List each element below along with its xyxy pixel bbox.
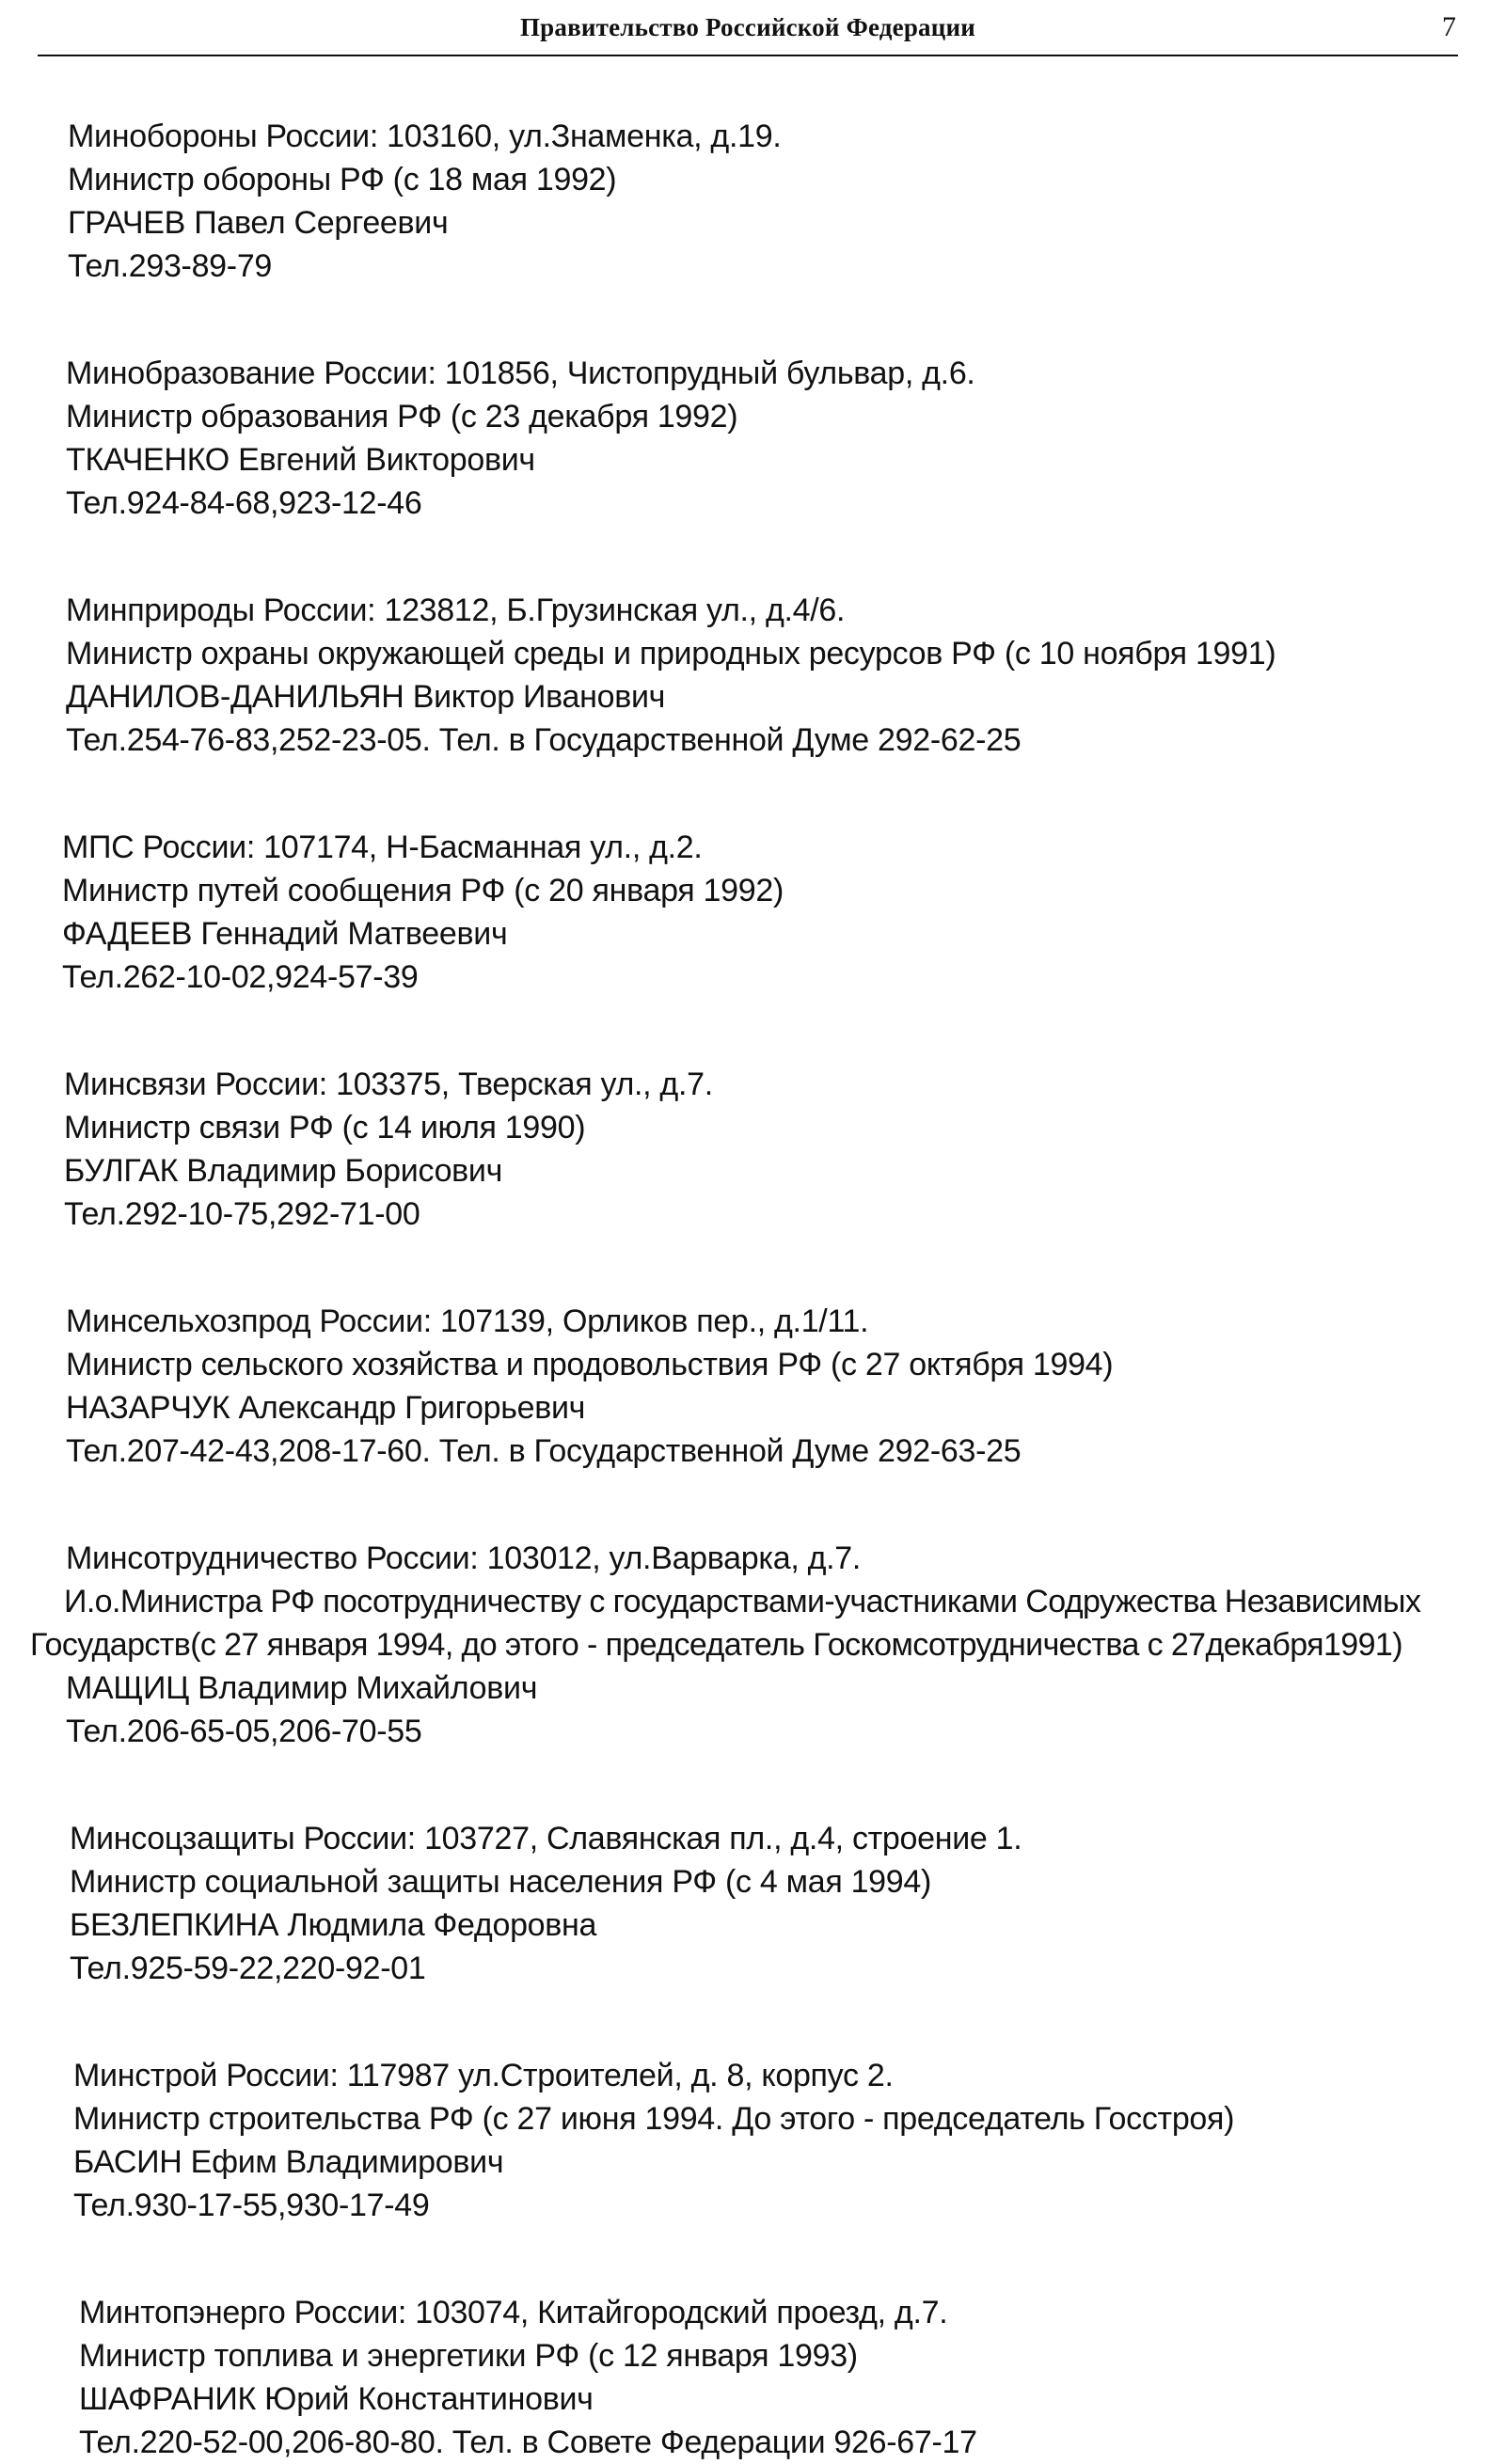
page-number: 7 — [1442, 11, 1456, 42]
ministry-address: Минсотрудничество России: 103012, ул.Варварка, д.7. — [66, 1540, 862, 1576]
ministry-address: Минстрой России: 117987 ул.Строителей, д. 8, корпус 2. — [73, 2058, 894, 2093]
ministry-address: Минсоцзащиты России: 103727, Славянская пл., д.4, строение 1. — [70, 1821, 1022, 1856]
ministry-address: Минприроды России: 123812, Б.Грузинская ул., д.4/6. — [66, 592, 846, 628]
minister-name: НАЗАРЧУК Александр Григорьевич — [66, 1390, 586, 1426]
ministry-address: Минобороны России: 103160, ул.Знаменка, д.19. — [68, 118, 782, 154]
ministry-address: Минобразование России: 101856, Чистопрудный бульвар, д.6. — [66, 355, 975, 391]
ministry-entry-communications — [0, 1063, 1505, 1236]
minister-name: ДАНИЛОВ-ДАНИЛЬЯН Виктор Иванович — [66, 679, 666, 715]
phone-numbers: Тел.930-17-55,930-17-49 — [73, 2188, 430, 2223]
phone-numbers: Тел.254-76-83,252-23-05. Тел. в Государственной Думе 292-62-25 — [66, 722, 1022, 758]
minister-name: ГРАЧЕВ Павел Сергеевич — [68, 205, 449, 241]
phone-numbers: Тел.924-84-68,923-12-46 — [66, 485, 422, 521]
ministry-entry-construction — [0, 2054, 1505, 2227]
ministry-entry-cooperation — [0, 1537, 1505, 1753]
ministry-entry-social-protection — [0, 1817, 1505, 1990]
directory-content — [0, 115, 1505, 2464]
minister-name: ШАФРАНИК Юрий Константинович — [79, 2381, 594, 2417]
minister-name: ТКАЧЕНКО Евгений Викторович — [66, 442, 535, 478]
page-header — [38, 9, 1458, 56]
ministry-entry-defense — [0, 115, 1505, 288]
minister-position-continued: Государств(с 27 января 1994, до этого - председатель Госкомсотрудничества с 27декабря1991) — [30, 1627, 1402, 1663]
minister-position: Министр обороны РФ (с 18 мая 1992) — [68, 162, 617, 197]
minister-name: ФАДЕЕВ Геннадий Матвеевич — [62, 916, 508, 952]
phone-numbers: Тел.207-42-43,208-17-60. Тел. в Государственной Думе 292-63-25 — [66, 1433, 1022, 1469]
minister-position: И.о.Министра РФ посотрудничеству с государствами-участниками Содружества Независимых — [64, 1584, 1421, 1619]
minister-position: Министр сельского хозяйства и продовольствия РФ (с 27 октября 1994) — [66, 1347, 1114, 1382]
ministry-entry-agriculture — [0, 1300, 1505, 1473]
minister-name: БЕЗЛЕПКИНА Людмила Федоровна — [70, 1907, 597, 1943]
minister-position: Министр путей сообщения РФ (с 20 января 1992) — [62, 873, 784, 908]
minister-position: Министр охраны окружающей среды и природных ресурсов РФ (с 10 ноября 1991) — [66, 636, 1276, 671]
minister-position: Министр строительства РФ (с 27 июня 1994. До этого - председатель Госстроя) — [73, 2101, 1235, 2137]
phone-numbers: Тел.206-65-05,206-70-55 — [66, 1714, 422, 1749]
ministry-address: МПС России: 107174, Н-Басманная ул., д.2. — [62, 829, 703, 865]
minister-position: Министр связи РФ (с 14 июля 1990) — [64, 1110, 586, 1145]
phone-numbers: Тел.925-59-22,220-92-01 — [70, 1951, 426, 1986]
phone-numbers: Тел.292-10-75,292-71-00 — [64, 1196, 420, 1232]
page-title: Правительство Российской Федерации — [519, 13, 976, 41]
ministry-entry-education — [0, 352, 1505, 525]
minister-name: МАЩИЦ Владимир Михайлович — [66, 1670, 538, 1706]
minister-name: БУЛГАК Владимир Борисович — [64, 1153, 503, 1189]
phone-numbers: Тел.262-10-02,924-57-39 — [62, 959, 419, 995]
ministry-entry-nature — [0, 589, 1505, 762]
ministry-address: Минсвязи России: 103375, Тверская ул., д.7. — [64, 1066, 713, 1102]
ministry-entry-fuel-energy — [0, 2291, 1505, 2464]
minister-position: Министр топлива и энергетики РФ (с 12 января 1993) — [79, 2338, 858, 2374]
phone-numbers: Тел.220-52-00,206-80-80. Тел. в Совете Федерации 926-67-17 — [79, 2425, 977, 2460]
ministry-address: Минсельхозпрод России: 107139, Орликов пер., д.1/11. — [66, 1303, 869, 1339]
ministry-entry-railways — [0, 826, 1505, 999]
minister-position: Министр образования РФ (с 23 декабря 1992) — [66, 399, 738, 434]
minister-name: БАСИН Ефим Владимирович — [73, 2144, 504, 2180]
minister-position: Министр социальной защиты населения РФ (с 4 мая 1994) — [70, 1864, 932, 1900]
phone-numbers: Тел.293-89-79 — [68, 248, 273, 284]
ministry-address: Минтопэнерго России: 103074, Китайгородский проезд, д.7. — [79, 2295, 948, 2330]
